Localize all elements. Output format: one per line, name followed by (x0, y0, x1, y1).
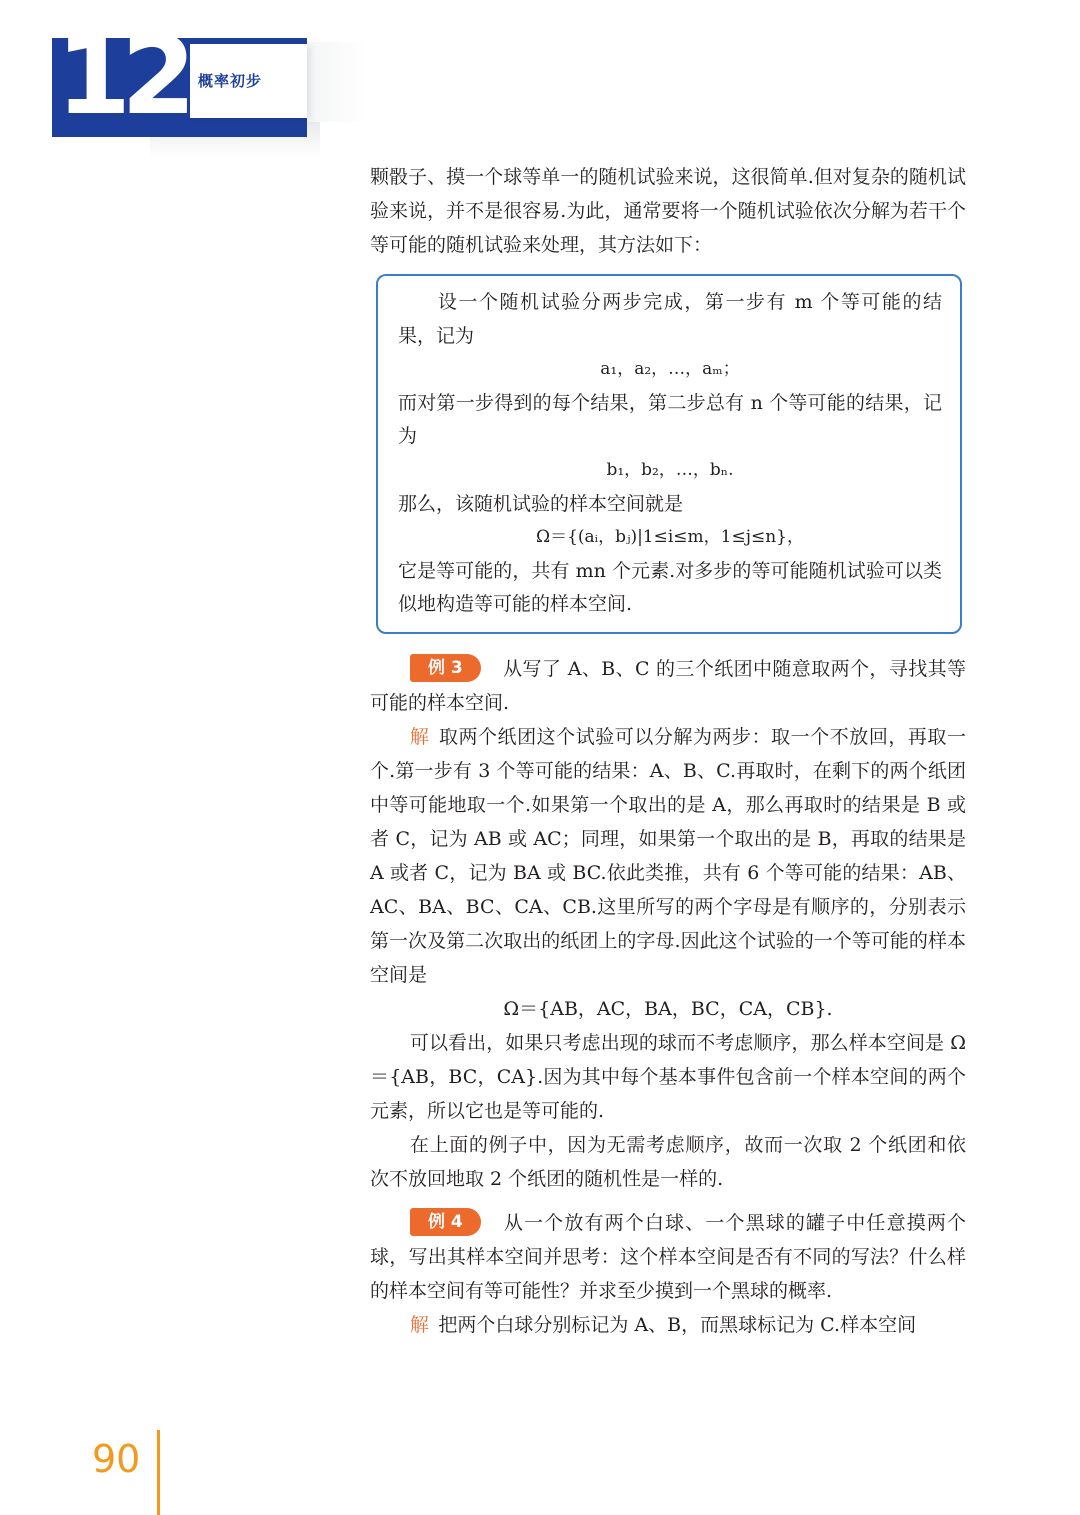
page-content (370, 160, 966, 1342)
example-3-paragraph-3: 在上面的例子中，因为无需考虑顺序，故而一次取 2 个纸团和依次不放回地取 2 个纸团的随机性是一样的. (370, 1133, 966, 1190)
box-paragraph-2: 而对第一步得到的每个结果，第二步总有 n 个等可能的结果，记为 (398, 391, 942, 448)
chapter-title-tab (190, 44, 307, 118)
example-3-formula: Ω＝{AB，AC，BA，BC，CA，CB}. (503, 997, 833, 1020)
box-paragraph-3: 那么，该随机试验的样本空间就是 (398, 492, 684, 515)
box-paragraph-1: 设一个随机试验分两步完成，第一步有 m 个等可能的结果，记为 (398, 291, 942, 347)
example-3-solution (370, 720, 966, 992)
solution-label: 解 (409, 1313, 429, 1336)
box-formula-1: a₁，a₂，…，aₘ； (600, 359, 740, 380)
example-3-label: 例 3 (410, 654, 481, 682)
example-4-solution-text: 把两个白球分别标记为 A、B，而黑球标记为 C.样本空间 (438, 1313, 917, 1336)
example-4-label: 例 4 (410, 1208, 481, 1236)
example-3-text: 从写了 A、B、C 的三个纸团中随意取两个，寻找其等可能的样本空间. (370, 657, 966, 714)
example-3 (370, 652, 966, 720)
example-3-paragraph-2: 可以看出，如果只考虑出现的球而不考虑顺序，那么样本空间是 Ω＝{AB，BC，CA}.因为其中每个基本事件包含前一个样本空间的两个元素，所以它也是等可能的. (370, 1031, 966, 1122)
chapter-title: 概率初步 (198, 72, 263, 90)
box-formula-2: b₁，b₂，…，bₙ. (606, 459, 734, 480)
example-4 (370, 1206, 966, 1308)
page-number-rule (157, 1430, 160, 1515)
example-4-text: 从一个放有两个白球、一个黑球的罐子中任意摸两个球，写出其样本空间并思考：这个样本空间是否有不同的写法？什么样的样本空间有等可能性？并求至少摸到一个黑球的概率. (370, 1211, 966, 1302)
chapter-number: 12 (56, 14, 187, 139)
method-box (376, 274, 962, 634)
page-number: 90 (92, 1437, 141, 1481)
example-3-solution-text: 取两个纸团这个试验可以分解为两步：取一个不放回，再取一个.第一步有 3 个等可能的结果：A、B、C.再取时，在剩下的两个纸团中等可能地取一个.如果第一个取出的是 A，那么再取时的结果是 B 或者 C，记为 AB 或 AC；同理，如果第一个取出的是 B，再取的结果是 A 或者 C，记为 BA 或 BC.依此类推，共有 6 个等可能的结果：AB、AC、BA、BC、CA、CB.这里所写的两个字母是有顺序的，分别表示第一次及第二次取出的纸团上的字母.因此这个试验的一个等可能的样本空间是 (370, 725, 966, 986)
box-paragraph-4: 它是等可能的，共有 mn 个元素.对多步的等可能随机试验可以类似地构造等可能的样本空间. (398, 559, 942, 616)
intro-paragraph: 颗骰子、摸一个球等单一的随机试验来说，这很简单.但对复杂的随机试验来说，并不是很容易.为此，通常要将一个随机试验依次分解为若干个等可能的随机试验来处理，其方法如下： (370, 166, 966, 256)
example-4-solution (370, 1308, 966, 1342)
solution-label: 解 (409, 725, 430, 748)
box-formula-3: Ω＝{(aᵢ，bⱼ)|1≤i≤m，1≤j≤n}， (535, 527, 805, 548)
